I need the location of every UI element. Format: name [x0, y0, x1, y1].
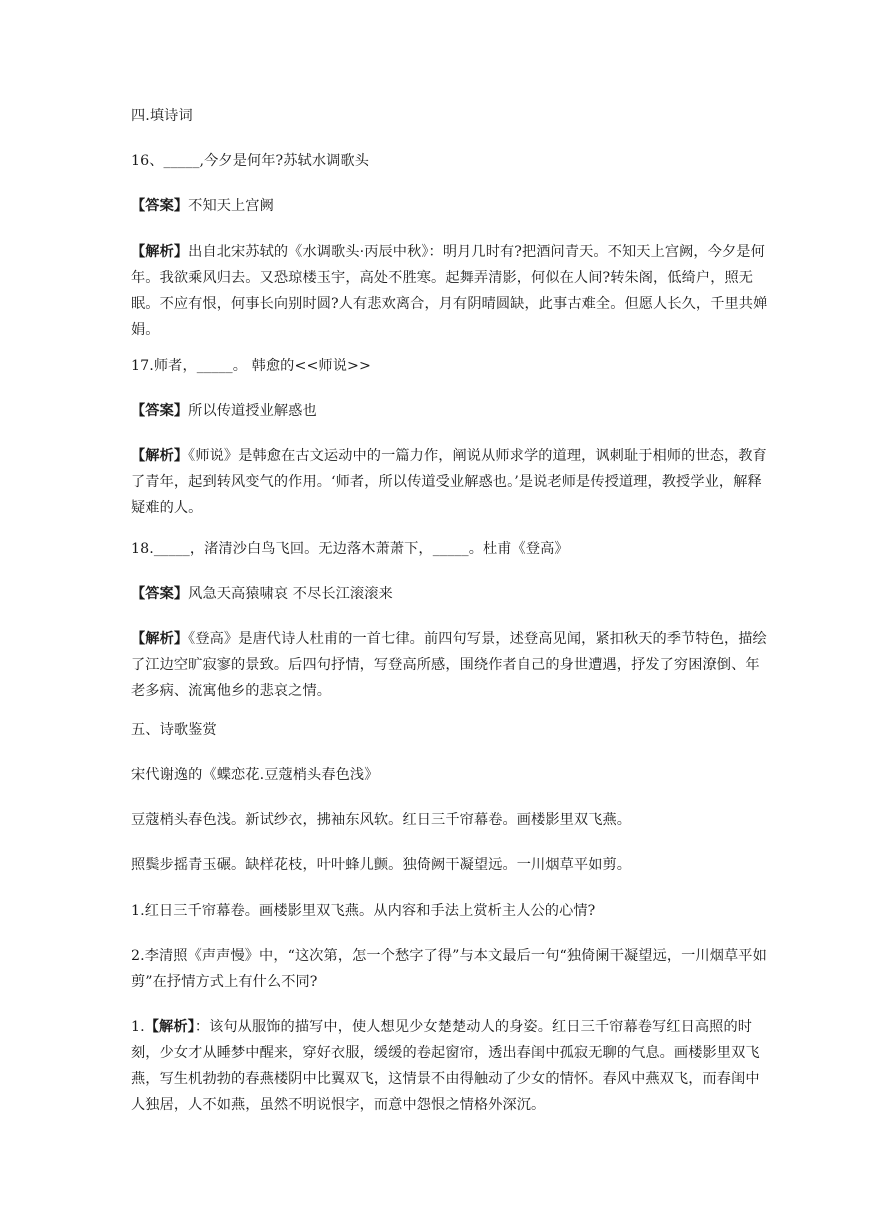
- analysis-text: 《登高》是唐代诗人杜甫的一首七律。前四句写景，述登高见闻，紧扣秋天的季节特色，描绘了江边空旷寂寥的景致。后四句抒情，写登高所感，围绕作者自己的身世遭遇，抒发了穷困潦倒、年老多病、流寓他乡的悲哀之情。: [131, 631, 767, 699]
- answer-number: 1.: [131, 1019, 145, 1035]
- answer-tag: 【答案】: [131, 586, 189, 602]
- answer-17: [131, 398, 771, 424]
- analysis-text: 出自北宋苏轼的《水调歌头·丙辰中秋》：明月几时有?把酒问青天。不知天上宫阙，今夕是何年。我欲乘风归去。又恐琼楼玉宇，高处不胜寒。起舞弄清影，何似在人间?转朱阁，低绮户，照无眠。不应有恨，何事长向别时圆?人有悲欢离合，月有阴晴圆缺，此事古难全。但愿人长久，千里共婵娟。: [131, 244, 768, 338]
- section-heading-4: 四.填诗词: [131, 108, 193, 124]
- analysis-tag: 【解析】: [144, 1019, 195, 1035]
- analysis-18: [131, 626, 769, 704]
- question-17: 17.师者，_____。 韩愈的<<师说>>: [131, 358, 371, 374]
- answer-tag: 【答案】: [131, 403, 189, 419]
- answer-18: [131, 581, 771, 607]
- analysis-text: ：该句从服饰的描写中，使人想见少女楚楚动人的身姿。红日三千帘幕卷写红日高照的时刻，少女才从睡梦中醒来，穿好衣服，缓缓的卷起窗帘，透出春闺中孤寂无聊的气息。画楼影里双飞燕，写生机勃勃的春燕楼阴中比翼双飞，这情景不由得触动了少女的情怀。春风中燕双飞，而春闺中人独居，人不如燕，虽然不明说恨字，而意中怨恨之情格外深沉。: [131, 1019, 760, 1113]
- analysis-17: [131, 443, 769, 521]
- analysis-text: 《师说》是韩愈在古文运动中的一篇力作，阐说从师求学的道理，讽刺耻于相师的世态，教育了青年，起到转风变气的作用。‘师者，所以传道受业解惑也。’是说老师是传授道理，教授学业，解释疑难的人。: [131, 448, 767, 516]
- analysis-tag: 【解析】: [131, 244, 189, 260]
- poem-line-2: 照鬓步摇青玉碾。缺样花枝，叶叶蜂儿颤。独倚阙干凝望远。一川烟草平如剪。: [131, 857, 632, 873]
- answer-text: 风急天高猿啸哀 不尽长江滚滚来: [188, 586, 393, 602]
- poem-question-1: 1.红日三千帘幕卷。画楼影里双飞燕。从内容和手法上赏析主人公的心情?: [131, 903, 596, 919]
- poem-question-2: 2.李清照《声声慢》中，“这次第，怎一个愁字了得”与本文最后一句“独倚阑干凝望远，一川烟草平如剪”在抒情方式上有什么不同?: [131, 948, 767, 990]
- analysis-tag: 【解析】: [131, 631, 189, 647]
- answer-tag: 【答案】: [131, 198, 189, 214]
- question-18: 18._____，渚清沙白鸟飞回。无边落木萧萧下，_____。杜甫《登高》: [131, 541, 569, 557]
- section-heading-5: 五、诗歌鉴赏: [131, 722, 217, 738]
- poem-title: 宋代谢逸的《蝶恋花.豆蔻梢头春色浅》: [131, 767, 379, 783]
- poem-answer-1: [131, 1014, 769, 1118]
- poem-line-1: 豆蔻梢头春色浅。新试纱衣，拂袖东风软。红日三千帘幕卷。画楼影里双飞燕。: [131, 812, 632, 828]
- analysis-tag: 【解析】: [131, 448, 189, 464]
- answer-text: 所以传道授业解惑也: [188, 403, 317, 419]
- question-16: 16、_____,今夕是何年?苏轼水调歌头: [131, 153, 369, 169]
- answer-text: 不知天上宫阙: [188, 198, 274, 214]
- answer-16: [131, 193, 771, 219]
- analysis-16: [131, 239, 769, 343]
